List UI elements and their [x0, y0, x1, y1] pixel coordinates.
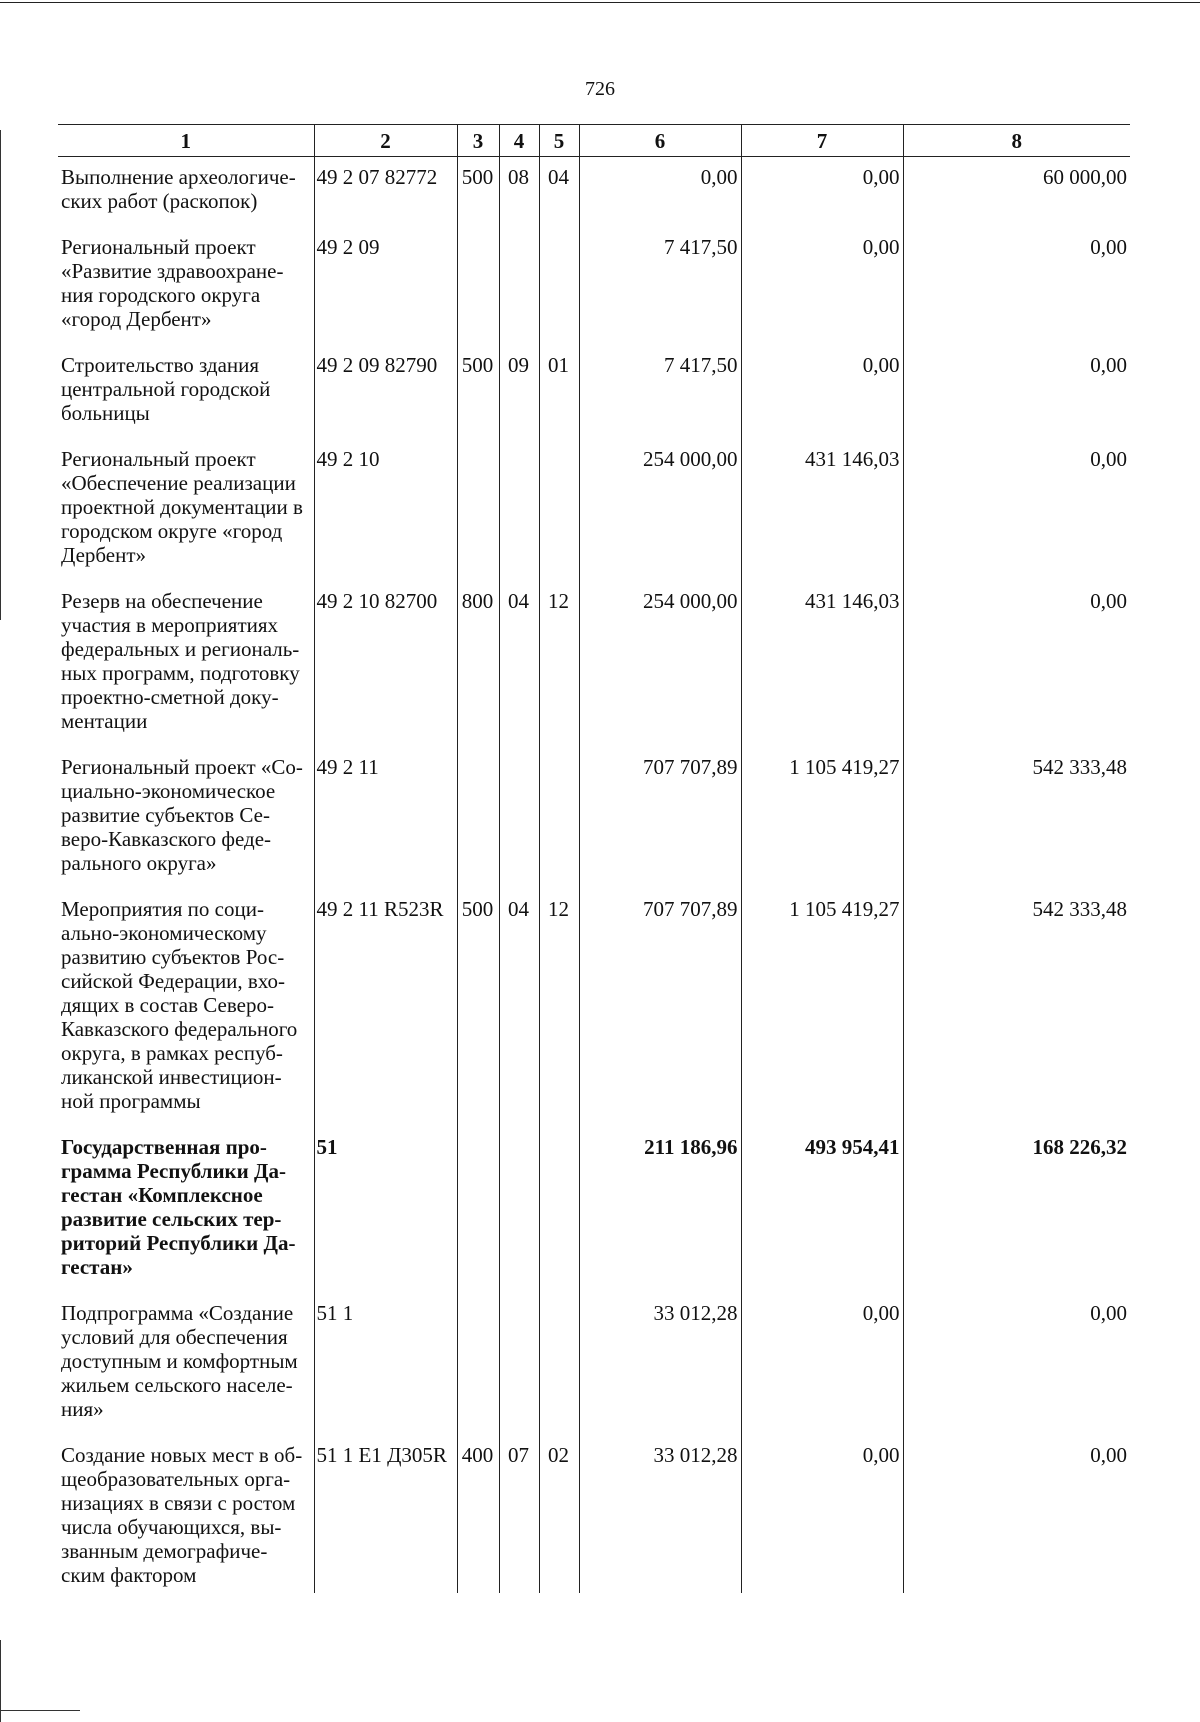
- subsection-code: [539, 747, 579, 889]
- section-code: [499, 1127, 539, 1293]
- table-row: [58, 1127, 1130, 1293]
- budget-code: 49 2 10: [314, 439, 457, 581]
- amount-col-7: 0,00: [741, 157, 903, 228]
- header-cell: 8: [903, 125, 1130, 157]
- subsection-code: [539, 439, 579, 581]
- section-code: [499, 1293, 539, 1435]
- budget-code: 49 2 11: [314, 747, 457, 889]
- budget-code: 51 1 E1 Д305R: [314, 1435, 457, 1593]
- item-name: Региональный проект «Развитие здравоохране-ния городского округа «город Дербент»: [58, 227, 314, 345]
- amount-col-8: 0,00: [903, 1435, 1130, 1593]
- expense-type-code: [457, 1127, 499, 1293]
- subsection-code: 01: [539, 345, 579, 439]
- amount-col-8: 60 000,00: [903, 157, 1130, 228]
- section-code: 09: [499, 345, 539, 439]
- subsection-code: 04: [539, 157, 579, 228]
- amount-col-6: 7 417,50: [579, 227, 741, 345]
- amount-col-7: 1 105 419,27: [741, 747, 903, 889]
- amount-col-6: 33 012,28: [579, 1435, 741, 1593]
- budget-code: 49 2 07 82772: [314, 157, 457, 228]
- expense-type-code: 400: [457, 1435, 499, 1593]
- item-name: Строительство здания центральной городской больницы: [58, 345, 314, 439]
- amount-col-8: 0,00: [903, 439, 1130, 581]
- section-code: [499, 747, 539, 889]
- item-name: Подпрограмма «Создание условий для обеспечения доступным и комфортным жильем сельского населе-ния»: [58, 1293, 314, 1435]
- item-name: Резерв на обеспечение участия в мероприятиях федеральных и региональ-ных программ, подготовку проектно-сметной доку-ментации: [58, 581, 314, 747]
- table-row: [58, 227, 1130, 345]
- amount-col-8: 542 333,48: [903, 747, 1130, 889]
- header-cell: 2: [314, 125, 457, 157]
- subsection-code: 02: [539, 1435, 579, 1593]
- subsection-code: [539, 1293, 579, 1435]
- item-name: Государственная про-грамма Республики Да-гестан «Комплексное развитие сельских тер-риторий Республики Да-гестан»: [58, 1127, 314, 1293]
- page-number: 726: [585, 78, 615, 100]
- header-cell: 5: [539, 125, 579, 157]
- amount-col-7: 0,00: [741, 345, 903, 439]
- amount-col-8: 0,00: [903, 581, 1130, 747]
- amount-col-6: 707 707,89: [579, 889, 741, 1127]
- amount-col-6: 254 000,00: [579, 439, 741, 581]
- table-row: [58, 889, 1130, 1127]
- amount-col-6: 33 012,28: [579, 1293, 741, 1435]
- expense-type-code: [457, 1293, 499, 1435]
- section-code: 04: [499, 581, 539, 747]
- header-cell: 4: [499, 125, 539, 157]
- section-code: 08: [499, 157, 539, 228]
- table-row: [58, 1293, 1130, 1435]
- table-row: [58, 747, 1130, 889]
- expense-type-code: [457, 227, 499, 345]
- expense-type-code: [457, 747, 499, 889]
- expense-type-code: 500: [457, 157, 499, 228]
- subsection-code: [539, 1127, 579, 1293]
- amount-col-7: 493 954,41: [741, 1127, 903, 1293]
- section-code: 04: [499, 889, 539, 1127]
- item-name: Мероприятия по соци-ально-экономическому развитию субъектов Рос-сийской Федерации, вхо-дящих в состав Северо-Кавказского федерального округа, в рамках респуб-ликанской инвестицион-ной программы: [58, 889, 314, 1127]
- table-row: [58, 1435, 1130, 1593]
- table-header-row: [58, 125, 1130, 157]
- table-row: [58, 345, 1130, 439]
- amount-col-8: 542 333,48: [903, 889, 1130, 1127]
- amount-col-6: 211 186,96: [579, 1127, 741, 1293]
- budget-code: 49 2 09: [314, 227, 457, 345]
- amount-col-6: 7 417,50: [579, 345, 741, 439]
- amount-col-8: 168 226,32: [903, 1127, 1130, 1293]
- expense-type-code: [457, 439, 499, 581]
- section-code: 07: [499, 1435, 539, 1593]
- budget-code: 49 2 10 82700: [314, 581, 457, 747]
- amount-col-8: 0,00: [903, 1293, 1130, 1435]
- table-row: [58, 581, 1130, 747]
- budget-code: 49 2 09 82790: [314, 345, 457, 439]
- amount-col-7: 0,00: [741, 1435, 903, 1593]
- budget-code: 51 1: [314, 1293, 457, 1435]
- amount-col-7: 431 146,03: [741, 439, 903, 581]
- item-name: Региональный проект «Обеспечение реализации проектной документации в городском округе «город Дербент»: [58, 439, 314, 581]
- item-name: Создание новых мест в об-щеобразовательных орга-низациях в связи с ростом числа обучающихся, вы-званным демографиче-ским фактором: [58, 1435, 314, 1593]
- table-row: [58, 157, 1130, 228]
- item-name: Региональный проект «Со-циально-экономическое развитие субъектов Се-веро-Кавказского феде-рального округа»: [58, 747, 314, 889]
- budget-code: 49 2 11 R523R: [314, 889, 457, 1127]
- budget-table: [58, 124, 1130, 1593]
- header-cell: 3: [457, 125, 499, 157]
- header-cell: 1: [58, 125, 314, 157]
- amount-col-7: 0,00: [741, 1293, 903, 1435]
- budget-code: 51: [314, 1127, 457, 1293]
- expense-type-code: 500: [457, 889, 499, 1127]
- table-row: [58, 439, 1130, 581]
- section-code: [499, 227, 539, 345]
- amount-col-6: 254 000,00: [579, 581, 741, 747]
- subsection-code: 12: [539, 889, 579, 1127]
- amount-col-7: 431 146,03: [741, 581, 903, 747]
- amount-col-6: 0,00: [579, 157, 741, 228]
- amount-col-8: 0,00: [903, 227, 1130, 345]
- subsection-code: [539, 227, 579, 345]
- top-rule: [0, 2, 1200, 3]
- amount-col-7: 0,00: [741, 227, 903, 345]
- header-cell: 6: [579, 125, 741, 157]
- amount-col-8: 0,00: [903, 345, 1130, 439]
- section-code: [499, 439, 539, 581]
- amount-col-7: 1 105 419,27: [741, 889, 903, 1127]
- footer-rule: [0, 1710, 80, 1711]
- item-name: Выполнение археологиче-ских работ (раскопок): [58, 157, 314, 228]
- header-cell: 7: [741, 125, 903, 157]
- subsection-code: 12: [539, 581, 579, 747]
- expense-type-code: 800: [457, 581, 499, 747]
- expense-type-code: 500: [457, 345, 499, 439]
- amount-col-6: 707 707,89: [579, 747, 741, 889]
- margin-rule: [0, 130, 1, 620]
